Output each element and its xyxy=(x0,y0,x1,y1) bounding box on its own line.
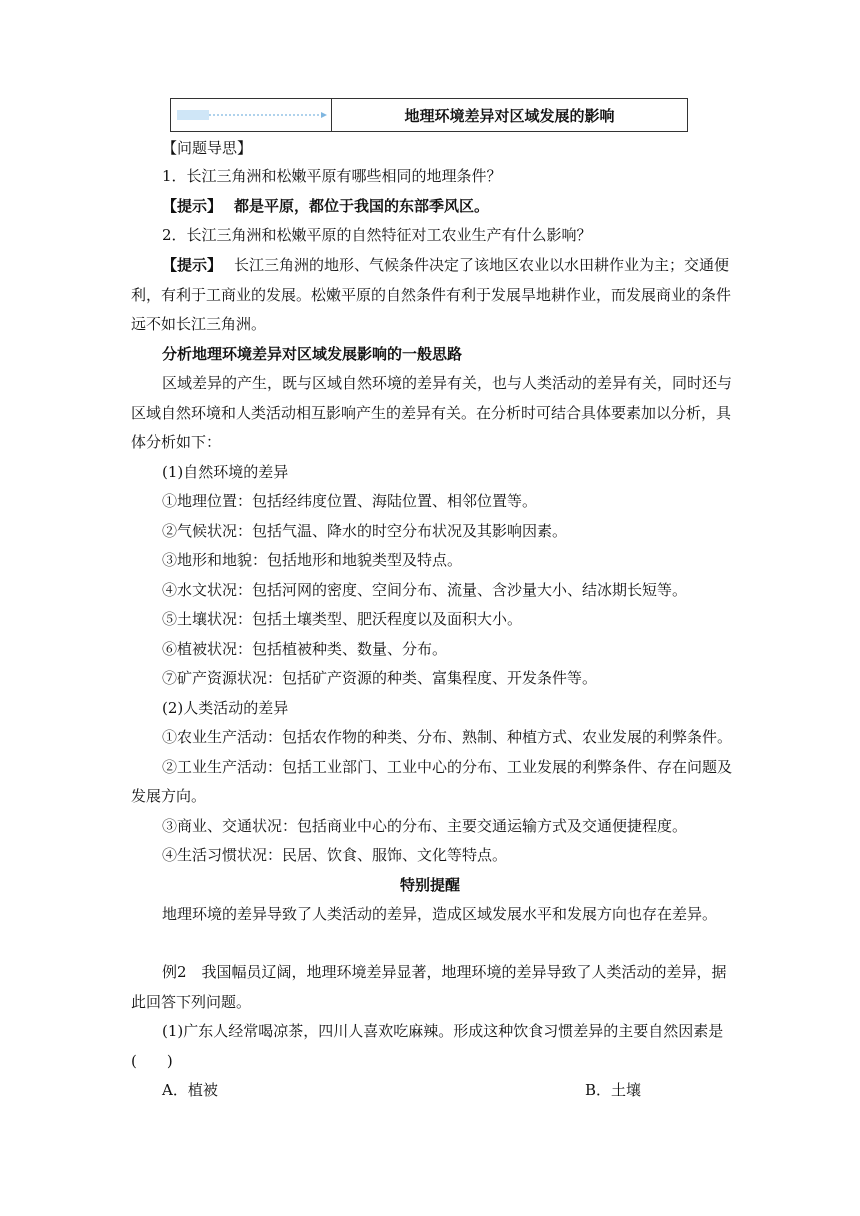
analysis-paragraph-line-3: 体分析如下： xyxy=(131,433,222,451)
answer-2-line-2: 利，有利于工商业的发展。松嫩平原的自然条件有利于发展旱地耕作业，而发展商业的条件 xyxy=(131,286,732,304)
natural-item: ②气候状况：包括气温、降水的时空分布状况及其影响因素。 xyxy=(162,522,568,540)
tip-label: 【提示】 xyxy=(162,256,223,274)
section-header-table xyxy=(170,98,688,132)
tip-label: 【提示】 xyxy=(162,197,223,215)
natural-item: ④水文状况：包括河网的密度、空间分布、流量、含沙量大小、结冰期长短等。 xyxy=(162,581,688,599)
natural-item: ③地形和地貌：包括地形和地貌类型及特点。 xyxy=(162,551,463,569)
guide-heading: 【问题导思】 xyxy=(162,139,253,157)
option-b: B．土壤 xyxy=(585,1081,642,1099)
natural-item: ⑦矿产资源状况：包括矿产资源的种类、富集程度、开发条件等。 xyxy=(162,669,598,687)
answer-1 xyxy=(162,196,489,216)
example-line-1: 例2 我国幅员辽阔，地理环境差异显著，地理环境的差异导致了人类活动的差异，据 xyxy=(162,963,727,981)
human-item: ③商业、交通状况：包括商业中心的分布、主要交通运输方式及交通便捷程度。 xyxy=(162,817,688,835)
natural-item: ⑥植被状况：包括植被种类、数量、分布。 xyxy=(162,640,448,658)
natural-heading: (1)自然环境的差异 xyxy=(162,463,289,481)
example-line-2: 此回答下列问题。 xyxy=(131,993,252,1011)
human-item: ①农业生产活动：包括农作物的种类、分布、熟制、种植方式、农业发展的利弊条件。 xyxy=(162,728,733,746)
option-a: A．植被 xyxy=(162,1081,218,1099)
question-1: 1．长江三角洲和松嫩平原有哪些相同的地理条件？ xyxy=(162,167,502,185)
example-question-line-1: (1)广东人经常喝凉茶，四川人喜欢吃麻辣。形成这种饮食习惯差异的主要自然因素是 xyxy=(162,1022,724,1040)
analysis-title: 分析地理环境差异对区域发展影响的一般思路 xyxy=(162,345,463,363)
section-header-label-cell xyxy=(171,99,332,131)
analysis-paragraph-line-1: 区域差异的产生，既与区域自然环境的差异有关，也与人类活动的差异有关，同时还与 xyxy=(162,374,733,392)
natural-item: ⑤土壤状况：包括土壤类型、肥沃程度以及面积大小。 xyxy=(162,610,523,628)
human-item: ④生活习惯状况：民居、饮食、服饰、文化等特点。 xyxy=(162,846,508,864)
human-heading: (2)人类活动的差异 xyxy=(162,699,289,717)
example-question-blank: ( ) xyxy=(131,1052,173,1070)
answer-2-line-3: 远不如长江三角洲。 xyxy=(131,315,267,333)
reminder-title: 特别提醒 xyxy=(399,876,460,894)
natural-item: ①地理位置：包括经纬度位置、海陆位置、相邻位置等。 xyxy=(162,492,538,510)
answer-2-line-1 xyxy=(162,255,729,275)
human-item-continued: 发展方向。 xyxy=(131,787,207,805)
dotted-arrow-icon xyxy=(177,110,327,120)
analysis-paragraph-line-2: 区域自然环境和人类活动相互影响产生的差异有关。在分析时可结合具体要素加以分析，具 xyxy=(131,404,732,422)
question-2: 2．长江三角洲和松嫩平原的自然特征对工农业生产有什么影响？ xyxy=(162,226,592,244)
human-item: ②工业生产活动：包括工业部门、工业中心的分布、工业发展的利弊条件、存在问题及 xyxy=(162,758,733,776)
answer-1-text: 都是平原，都位于我国的东部季风区。 xyxy=(234,197,490,215)
reminder-text: 地理环境的差异导致了人类活动的差异，造成区域发展水平和发展方向也存在差异。 xyxy=(162,905,718,923)
section-title: 地理环境差异对区域发展的影响 xyxy=(404,106,615,125)
answer-2-text-1: 长江三角洲的地形、气候条件决定了该地区农业以水田耕作业为主；交通便 xyxy=(234,256,730,274)
